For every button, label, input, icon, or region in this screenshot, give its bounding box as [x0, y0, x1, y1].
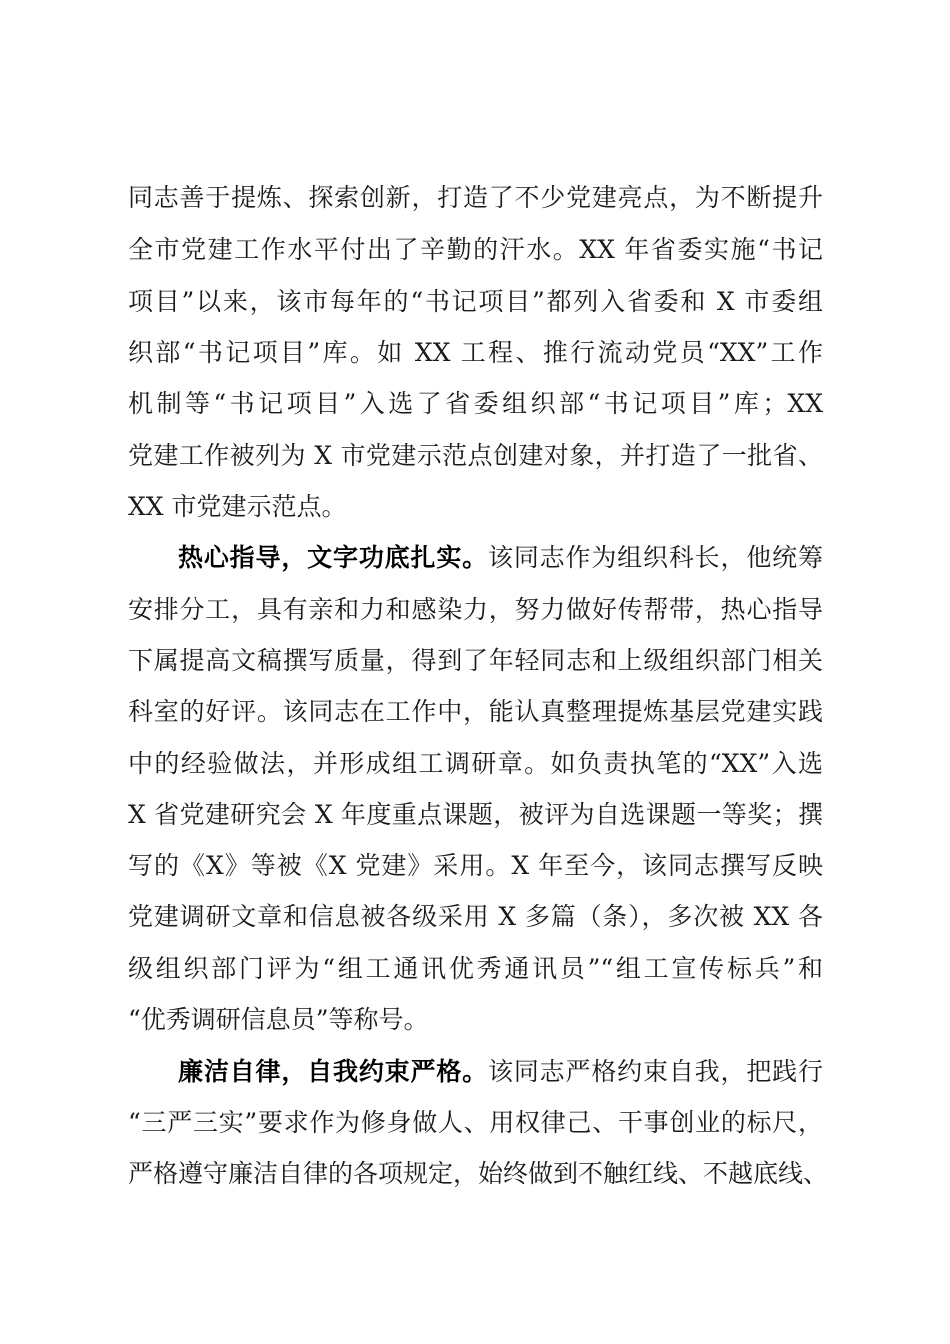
paragraph-2-line-8: 党建调研文章和信息被各级采用 X 多篇（条），多次被 XX 各: [128, 902, 823, 931]
paragraph-1-line-2: 全市党建工作水平付出了辛勤的汗水。XX 年省委实施“书记: [128, 235, 823, 264]
paragraph-2-line-2: 安排分工，具有亲和力和感染力，努力做好传帮带，热心指导: [128, 595, 823, 624]
paragraph-1-line-4: 织部“书记项目”库。如 XX 工程、推行流动党员“XX”工作: [128, 338, 823, 367]
paragraph-1-line-5: 机制等“书记项目”入选了省委组织部“书记项目”库；XX: [128, 389, 823, 418]
paragraph-2-line-5: 中的经验做法，并形成组工调研章。如负责执笔的“XX”入选: [128, 749, 823, 778]
paragraph-1-line-7: XX 市党建示范点。: [128, 492, 347, 521]
paragraph-3-line-2: “三严三实”要求作为修身做人、用权律己、干事创业的标尺，: [128, 1108, 823, 1137]
paragraph-2-first-line: [178, 540, 823, 576]
paragraph-3-line-3: 严格遵守廉洁自律的各项规定，始终做到不触红线、不越底线、: [128, 1159, 829, 1188]
paragraph-1-line-3: 项目”以来，该市每年的“书记项目”都列入省委和 X 市委组: [128, 287, 823, 316]
paragraph-2-line-3: 下属提高文稿撰写质量，得到了年轻同志和上级组织部门相关: [128, 646, 823, 675]
paragraph-3-heading: 廉洁自律，自我约束严格。: [178, 1057, 488, 1086]
paragraph-2-line-9: 级组织部门评为“组工通讯优秀通讯员”“组工宣传标兵”和: [128, 954, 823, 983]
paragraph-2-heading: 热心指导，文字功底扎实。: [178, 543, 488, 572]
paragraph-1-line-1: 同志善于提炼、探索创新，打造了不少党建亮点，为不断提升: [128, 183, 823, 212]
paragraph-2-line-6: X 省党建研究会 X 年度重点课题，被评为自选课题一等奖；撰: [128, 800, 823, 829]
paragraph-3-first-line: [178, 1054, 823, 1090]
paragraph-2-line-10: “优秀调研信息员”等称号。: [128, 1005, 429, 1034]
paragraph-3-first-line-rest: 该同志严格约束自我，把践行: [488, 1057, 823, 1086]
paragraph-2-line-4: 科室的好评。该同志在工作中，能认真整理提炼基层党建实践: [128, 697, 823, 726]
paragraph-1-line-6: 党建工作被列为 X 市党建示范点创建对象，并打造了一批省、: [128, 441, 823, 470]
paragraph-2-line-7: 写的《X》等被《X 党建》采用。X 年至今，该同志撰写反映: [128, 851, 823, 880]
paragraph-2-first-line-rest: 该同志作为组织科长，他统筹: [488, 543, 823, 572]
